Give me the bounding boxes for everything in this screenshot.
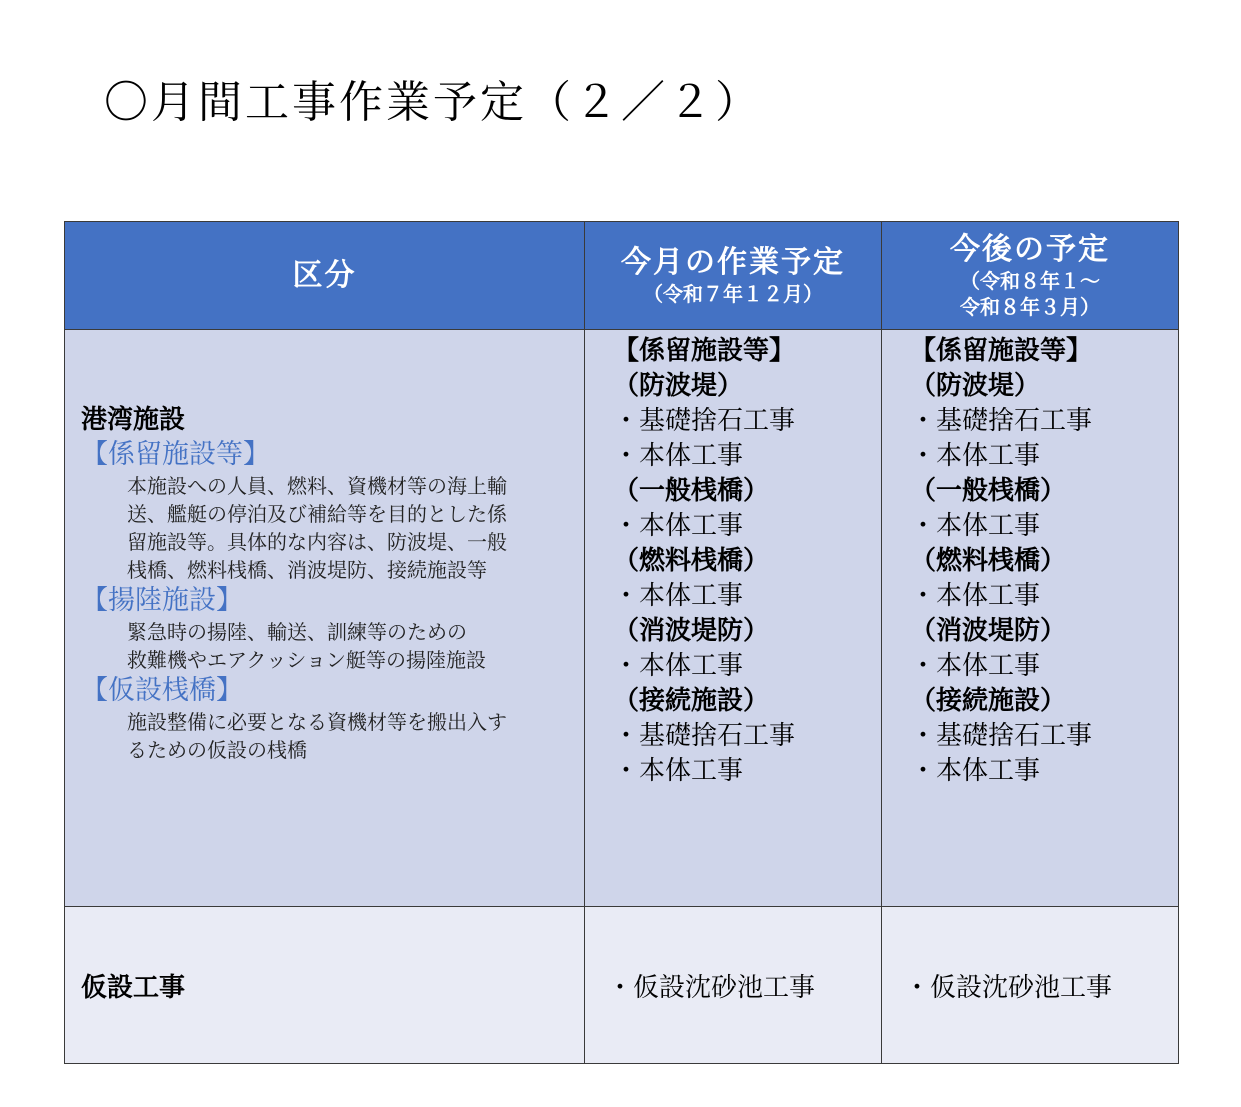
desc-line: 桟橋、燃料桟橋、消波堤防、接続施設等 xyxy=(127,558,487,582)
temporary-future-cell xyxy=(882,907,1179,1064)
desc-line: るための仮設の桟橋 xyxy=(127,738,307,762)
plan-item: ・基礎捨石工事 xyxy=(910,721,1093,751)
plan-item: ・本体工事 xyxy=(613,511,744,541)
header-kubun-label: 区分 xyxy=(292,257,357,293)
plan-item: ・本体工事 xyxy=(613,441,744,471)
plan-item: ・本体工事 xyxy=(910,581,1041,611)
header-future xyxy=(882,222,1179,330)
plan-item: ・本体工事 xyxy=(613,651,744,681)
desc-line: 救難機やエアクッション艇等の揚陸施設 xyxy=(127,648,486,672)
plan-group-heading: 【係留施設等】 xyxy=(910,336,1093,366)
desc-line: 留施設等。具体的な内容は、防波堤、一般 xyxy=(127,530,507,554)
header-future-period-line1: （令和８年１～ xyxy=(960,268,1100,293)
desc-line: 送、艦艇の停泊及び補給等を目的とした係 xyxy=(127,502,507,526)
plan-group-heading: （燃料桟橋） xyxy=(910,546,1067,576)
plan-group-heading: （防波堤） xyxy=(910,371,1041,401)
header-future-period-line2: 令和８年３月） xyxy=(960,294,1100,319)
port-facility-cell xyxy=(65,330,585,907)
plan-item: ・仮設沈砂池工事 xyxy=(904,972,1113,1003)
temporary-work-cell xyxy=(65,907,585,1064)
section-title-temporary: 仮設工事 xyxy=(81,972,186,1003)
category-mooring: 【係留施設等】 xyxy=(81,439,270,470)
desc-line: 本施設への人員、燃料、資機材等の海上輸 xyxy=(127,474,507,498)
header-future-title: 今後の予定 xyxy=(950,231,1110,267)
plan-group-heading: （消波堤防） xyxy=(910,616,1067,646)
this-month-plan-cell xyxy=(585,330,882,907)
category-landing: 【揚陸施設】 xyxy=(81,585,243,616)
plan-group-heading: （一般桟橋） xyxy=(910,476,1067,506)
table-row xyxy=(65,907,1179,1064)
future-plan-cell xyxy=(882,330,1179,907)
header-kubun xyxy=(65,222,585,330)
page-title: 〇月間工事作業予定（２／２） xyxy=(104,77,762,128)
header-this-month-period: （令和７年１２月） xyxy=(643,281,823,306)
header-this-month xyxy=(585,222,882,330)
plan-item: ・本体工事 xyxy=(910,441,1041,471)
plan-group-heading: （接続施設） xyxy=(613,686,770,716)
table-row xyxy=(65,330,1179,907)
table-header-row xyxy=(65,222,1179,330)
header-this-month-title: 今月の作業予定 xyxy=(621,244,845,280)
this-month-plan-list xyxy=(613,334,875,789)
temporary-this-month-cell xyxy=(585,907,882,1064)
section-title-port: 港湾施設 xyxy=(81,405,186,435)
plan-item: ・本体工事 xyxy=(910,756,1041,786)
plan-item: ・本体工事 xyxy=(613,756,744,786)
plan-item: ・基礎捨石工事 xyxy=(613,721,796,751)
plan-group-heading: （接続施設） xyxy=(910,686,1067,716)
plan-item: ・仮設沈砂池工事 xyxy=(607,972,816,1003)
plan-item: ・本体工事 xyxy=(910,651,1041,681)
plan-item: ・本体工事 xyxy=(613,581,744,611)
desc-line: 緊急時の揚陸、輸送、訓練等のための xyxy=(127,620,467,644)
schedule-table xyxy=(64,221,1179,1064)
desc-line: 施設整備に必要となる資機材等を搬出入す xyxy=(127,710,507,734)
plan-group-heading: 【係留施設等】 xyxy=(613,336,796,366)
plan-group-heading: （消波堤防） xyxy=(613,616,770,646)
plan-group-heading: （燃料桟橋） xyxy=(613,546,770,576)
plan-group-heading: （一般桟橋） xyxy=(613,476,770,506)
category-temporary-pier: 【仮設桟橋】 xyxy=(81,675,243,706)
plan-item: ・基礎捨石工事 xyxy=(910,406,1093,436)
plan-group-heading: （防波堤） xyxy=(613,371,744,401)
future-plan-list xyxy=(910,334,1172,789)
plan-item: ・基礎捨石工事 xyxy=(613,406,796,436)
plan-item: ・本体工事 xyxy=(910,511,1041,541)
